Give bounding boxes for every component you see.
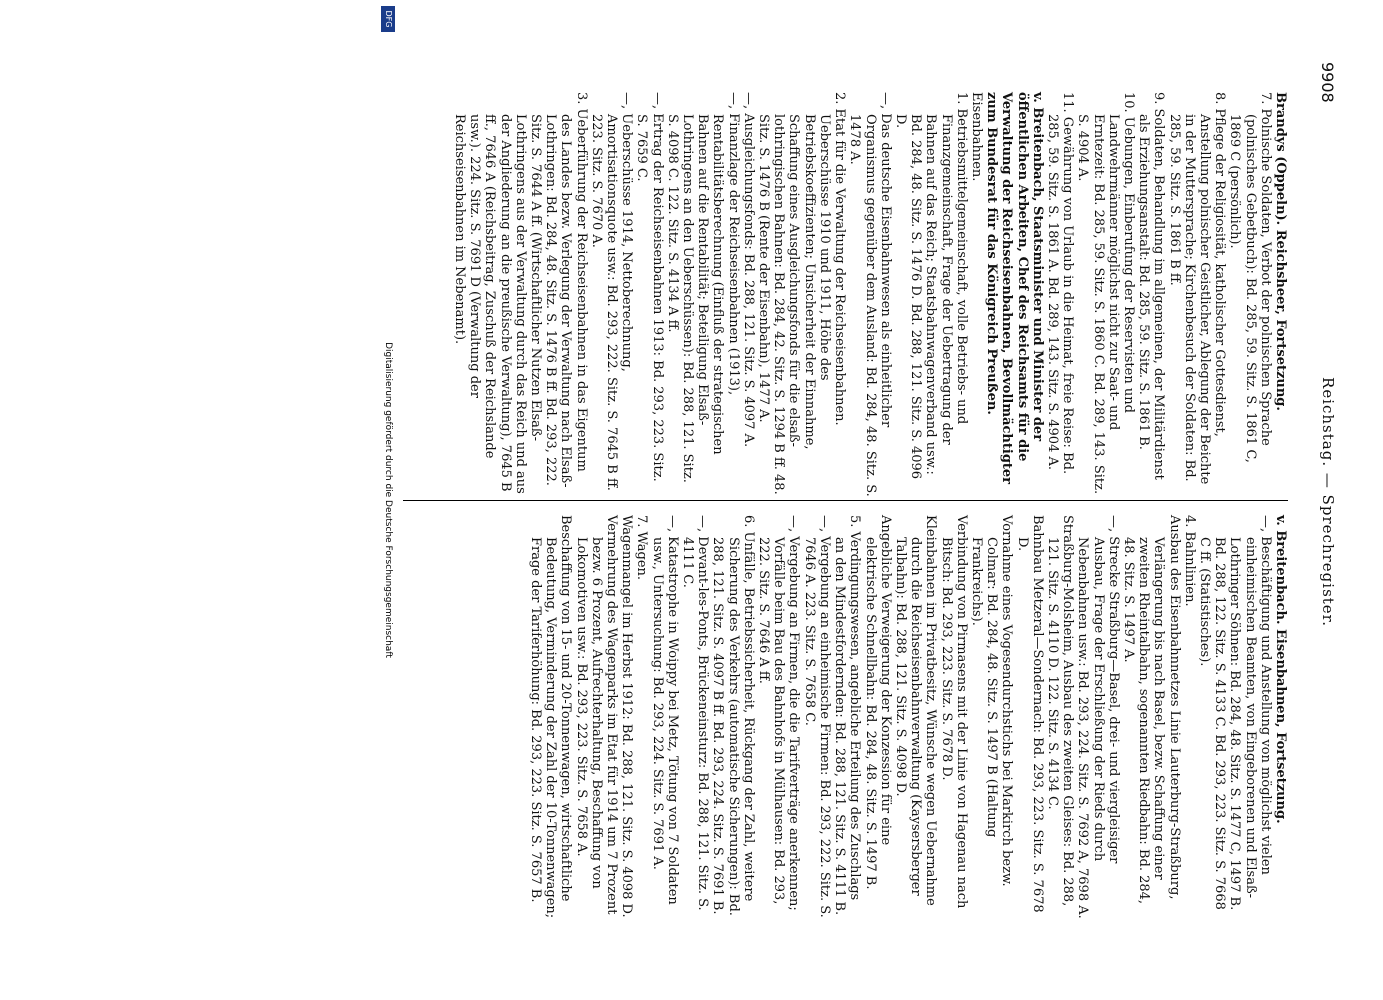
index-entry: Vornahme eines Vogesendurchstichs bei Markirch bezw. Colmar: Bd. 284, 48. Sitz. S. 1497 B (Haltung Frankreichs). <box>968 515 1015 887</box>
index-entry: 11. Gewährung von Urlaub in die Heimat, freie Reise: Bd. 285, 59. Sitz. S. 1861 A. Bd. 289, 143. Sitz. S. 4904 A. <box>1044 92 1076 475</box>
index-entry: Vermehrung des Wagenparks im Etat für 1914 um 7 Prozent bezw. 6 Prozent, Aufrechterhaltung, Beschaffung von Lokomotiven usw.: Bd. 293, 223. Sitz. S. 7658 A. <box>573 515 620 915</box>
section-heading: 4. Bahnlinien. <box>1181 515 1197 607</box>
page-title: Reichstag. — Sprechregister. <box>1319 377 1337 627</box>
index-entry: Straßburg-Molsheim, Ausbau des zweiten Gleises: Bd. 288, 121. Sitz. S. 4110 D. 122. Sitz. S. 4134 C. <box>1044 515 1076 907</box>
index-entry: —, Devant-les-Ponts, Brückeneinsturz: Bd. 288, 121. Sitz. S. 4111 C. <box>680 515 711 911</box>
index-entry: —, Ausgleichungsfonds: Bd. 288, 121. Sitz. S. 4097 A. <box>740 92 756 448</box>
index-entry: —, Beschäftigung und Anstellung von möglichst vielen einheimischen Beamten, von Eingeborenen und Elsaß-Lothringer Söhnen: Bd. 284, 48. Sitz. S. 1477 C, 1497 B. Bd. 288, 122. Sitz. S. 4133 C. Bd. 293, 223. Sitz. S. 7668 C ff. (Statistisches). <box>1196 515 1273 911</box>
dfg-logo: DFG <box>381 6 395 32</box>
digitization-credit <box>375 0 395 1000</box>
index-entry: —, Ertrag der Reichseisenbahnen 1913: Bd. 293, 223. Sitz. S. 7659 C. <box>634 92 665 482</box>
index-entry: Angebliche Verweigerung der Konzession für eine elektrische Schnellbahn: Bd. 284, 48. Sitz. S. 1497 B. <box>862 515 893 890</box>
subject-heading: Eisenbahnen. <box>968 92 984 182</box>
index-entry: —, Katastrophe in Woippy bei Metz, Tötung von 7 Soldaten usw., Untersuchung: Bd. 293, 224. Sitz. S. 7691 A. <box>649 515 680 905</box>
index-entry: 8. Pflege der Religiosität, katholischer Gottesdienst, Anstellung polnischer Geistlicher, Ablegung der Beichte in der Muttersprache; Kirchenbesuch der Soldaten: Bd. 285, 59. Sitz. S. 1861 B ff. <box>1166 92 1228 485</box>
index-entry: Verbindung von Pirmasens mit der Linie von Hagenau nach Bitsch: Bd. 293, 223. Sitz. S. 7678 D. <box>938 515 969 909</box>
left-column <box>452 92 1288 497</box>
index-entry: 3. Ueberführung der Reichseisenbahnen in das Eigentum des Landes bezw. Verlegung der Verwaltung nach Elsaß-Lothringen: Bd. 284, 48. Sitz. S. 1476 B ff. Bd. 293, 222. Sitz. S. 7644 A ff. (Wirtschaftlicher Nutzen Elsaß-Lothringens aus der Verwaltung durch das Reich und aus der Angliederung an die preußische Verwaltung), 7645 B ff., 7646 A (Reichsbeitrag, Zuschuß der Reichslande usw.). 224. Sitz. S. 7691 D (Verwaltung der Reichseisenbahnen im Nebenamt). <box>452 92 589 494</box>
index-entry: —, Vergebung an einheimische Firmen: Bd. 293, 222. Sitz. S. 7646 A. 223. Sitz. S. 7658 C. <box>801 515 832 918</box>
index-entry: —, Ueberschüsse 1914, Nettoberechnung, Amortisationsquote usw.: Bd. 293, 222. Sitz. S. 7645 B ff. 223. Sitz. S. 7670 A. <box>588 92 635 491</box>
index-entry: Kleinbahnen im Privatbesitz, Wünsche wegen Uebernahme durch die Reichseisenbahnverwaltung (Kaysersberger Talbahn): Bd. 288, 121. Sitz. S. 4098 D. <box>892 515 939 906</box>
index-entry: Beschaffung von 15- und 20-Tonnenwagen, wirtschaftliche Bedeutung, Verminderung der Zahl der 10-Tonnenwagen; Frage der Tariferhöhung: Bd. 293, 223. Sitz. S. 7657 B. <box>528 515 574 919</box>
index-entry: Bahnbau Metzeral—Sondernach: Bd. 293, 223. Sitz. S. 7678 D. <box>1014 515 1045 913</box>
index-entry: 1. Betriebsmittelgemeinschaft, volle Betriebs- und Finanzgemeinschaft, Frage der Uebertragung der Bahnen auf das Reich; Staatsbahnwagenverband usw.: Bd. 284, 48. Sitz. S. 1476 D. Bd. 288, 121. Sitz. S. 4096 D. <box>892 92 969 480</box>
index-entry: 5. Verdingungswesen, angebliche Erteilung des Zuschlags an den Mindestfordernden: Bd. 288, 121. Sitz. S. 4111 B. <box>832 515 863 916</box>
entry-heading: Brandys (Oppeln). Reichsheer, Fortsetzung. <box>1273 92 1288 411</box>
right-column <box>528 515 1288 920</box>
credit-text: Digitalisierung gefördert durch die Deutsche Forschungsgemeinschaft <box>383 342 393 658</box>
entry-heading: v. Breitenbach. Eisenbahnen, Fortsetzung. <box>1273 515 1288 824</box>
index-entry: —, Das deutsche Eisenbahnwesen als einheitlicher Organismus gegenüber dem Ausland: Bd. 284, 48. Sitz. S. 1478 A. <box>847 92 893 497</box>
page-number: 9908 <box>1318 62 1337 103</box>
column-divider <box>403 500 1288 501</box>
index-entry: —, Finanzlage der Reichseisenbahnen (1913), Rentabilitätsberechnung (Einfluß der strategischen Bahnen auf die Rentabilität; Beteiligung Elsaß-Lothringens an den Ueberschüssen): Bd. 288, 121. Sitz. S. 4098 C. 122. Sitz. S. 4134 A ff. <box>664 92 741 483</box>
index-entry: 10. Uebungen, Einberufung der Reservisten und Landwehrmänner möglichst nicht zur Saat- und Erntezeit: Bd. 285, 59. Sitz. S. 1860 C. Bd. 289, 143. Sitz. S. 4904 A. <box>1075 92 1136 495</box>
page-header <box>1311 62 1335 942</box>
index-entry: Ausbau des Eisenbahnnetzes Linie Lauterburg-Straßburg, Verlängerung bis nach Basel, bezw. Schaffung einer zweiten Rheintalbahn, sogenannten Riedbahn: Bd. 284, 48. Sitz. S. 1497 A. <box>1120 515 1182 905</box>
index-entry: Wagenmangel im Herbst 1912: Bd. 288, 121. Sitz. S. 4098 D. <box>619 515 635 918</box>
index-entry: —, Strecke Straßburg—Basel, drei- und viergleisiger Ausbau, Frage der Erschließung der Rieds durch Nebenbahnen usw.: Bd. 293, 224. Sitz. S. 7692 A, 7698 A. <box>1075 515 1121 919</box>
index-entry: 7. Polnische Soldaten, Verbot der polnischen Sprache (polnisches Gebetbuch): Bd. 285, 59. Sitz. S. 1861 C, 1869 C (persönlich). <box>1227 92 1273 463</box>
entry-heading: v. Breitenbach, Staatsminister und Minister der öffentlichen Arbeiten, Chef des Reichsamts für die Verwaltung der Reichseisenbahnen, Bevollmächtigter zum Bundesrat für das Königreich Preußen. <box>984 92 1045 485</box>
index-entry: 6. Unfälle, Betriebssicherheit, Rückgang der Zahl, weitere Sicherung des Verkehrs (automatische Sicherungen): Bd. 288, 121. Sitz. S. 4097 B ff. Bd. 293, 224. Sitz. S. 7691 B. <box>710 515 756 916</box>
index-entry: 9. Soldaten, Behandlung im allgemeinen, der Militärdienst als Erziehungsanstalt: Bd. 285, 59. Sitz. S. 1861 B. <box>1136 92 1167 480</box>
index-entry: 2. Etat für die Verwaltung der Reichseisenbahnen. Ueberschüsse 1910 und 1911, Höhe des Betriebskoeffizienten; Unsicherheit der Einnahme, Schaffung eines Ausgleichungsfonds für die elsaß-lothringischen Bahnen: Bd. 284, 42. Sitz. S. 1294 B ff. 48. Sitz. S. 1476 B (Rente der Eisenbahn), 1477 A. <box>756 92 848 495</box>
index-entry: —, Vergebung an Firmen, die die Tarifverträge anerkennen; Vorfälle beim Bau des Bahnhofs in Mülhausen: Bd. 293, 222. Sitz. S. 7646 A ff. <box>756 515 802 911</box>
section-heading: 7. Wagen. <box>634 515 650 581</box>
